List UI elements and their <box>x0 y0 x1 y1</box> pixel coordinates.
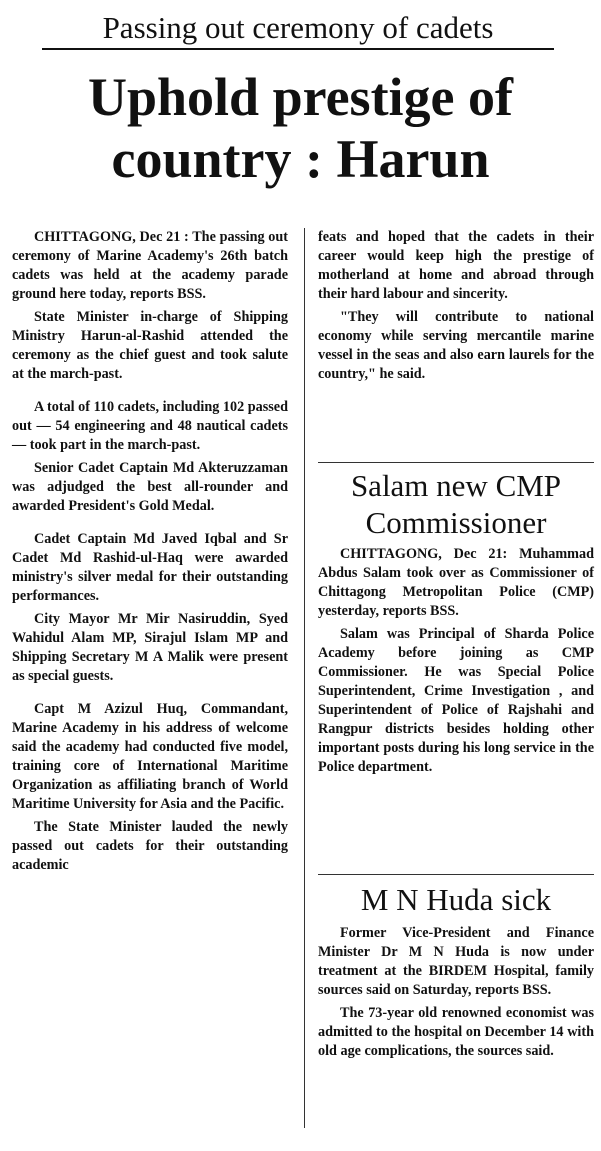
story3-paragraph: Former Vice-President and Finance Minister Dr M N Huda is now under treatment at the BIRDEM Hospital, family sources said on Saturday, reports BSS. <box>318 925 594 998</box>
story2-headline-line-2: Commissioner <box>365 505 547 540</box>
story1-paragraph: A total of 110 cadets, including 102 passed out — 54 engineering and 48 nautical cadets — took part in the march-past. <box>12 399 288 453</box>
story1-paragraph: "They will contribute to national economy while serving mercantile marine vessel in the seas and also earn laurels for the country," he said. <box>318 309 594 382</box>
story1-paragraph: Capt M Azizul Huq, Commandant, Marine Academy in his address of welcome said the academy had conducted five model, training core of International Maritime Organization as affiliating branch of World Maritime University for Asia and the Pacific. <box>12 701 288 812</box>
story2-paragraph: Salam was Principal of Sharda Police Academy before joining as CMP Commissioner. He was Special Police Superintendent, Crime Investigation , and Superintendent of Police of Rajshahi and Rangpur districts besides holding other important posts during his long service in the Police department. <box>318 626 594 775</box>
section-divider <box>318 462 594 463</box>
story1-paragraph: feats and hoped that the cadets in their career would keep high the prestige of motherland at home and abroad through their hard labour and sincerity. <box>318 229 594 302</box>
column-divider <box>304 228 305 1128</box>
story1-paragraph: Senior Cadet Captain Md Akteruzzaman was adjudged the best all-rounder and awarded President's Gold Medal. <box>12 460 288 514</box>
story1-paragraph: Cadet Captain Md Javed Iqbal and Sr Cadet Md Rashid-ul-Haq were awarded ministry's silver medal for their outstanding performances. <box>12 531 288 604</box>
story3-headline: M N Huda sick <box>360 882 552 917</box>
story1-paragraph: State Minister in-charge of Shipping Ministry Harun-al-Rashid attended the ceremony as the chief guest and took salute at the march-past. <box>12 309 288 382</box>
story1-paragraph: City Mayor Mr Mir Nasiruddin, Syed Wahidul Alam MP, Sirajul Islam MP and Shipping Secretary M A Malik were present as special guests. <box>12 611 288 684</box>
story1-paragraph: CHITTAGONG, Dec 21 : The passing out ceremony of Marine Academy's 26th batch cadets was held at the academy parade ground here today, reports BSS. <box>12 229 288 302</box>
main-headline-line-2: country : Harun <box>111 129 490 189</box>
section-divider <box>318 874 594 875</box>
story2-paragraph: CHITTAGONG, Dec 21: Muhammad Abdus Salam took over as Commissioner of Chittagong Metropolitan Police (CMP) yesterday, reports BSS. <box>318 546 594 619</box>
story1-paragraph: The State Minister lauded the newly passed out cadets for their outstanding academic <box>12 819 288 873</box>
story-harun-left-column <box>12 228 288 879</box>
main-headline <box>0 66 601 190</box>
main-headline-line-1: Uphold prestige of <box>87 67 514 127</box>
story3-paragraph: The 73-year old renowned economist was admitted to the hospital on December 14 with old age complications, the sources said. <box>318 1005 594 1059</box>
story2-headline-line-1: Salam new CMP <box>350 468 562 503</box>
story-harun-right-column <box>318 228 594 388</box>
story-huda <box>318 874 594 1065</box>
kicker-heading: Passing out ceremony of cadets <box>42 8 554 50</box>
story-salam <box>318 462 594 781</box>
